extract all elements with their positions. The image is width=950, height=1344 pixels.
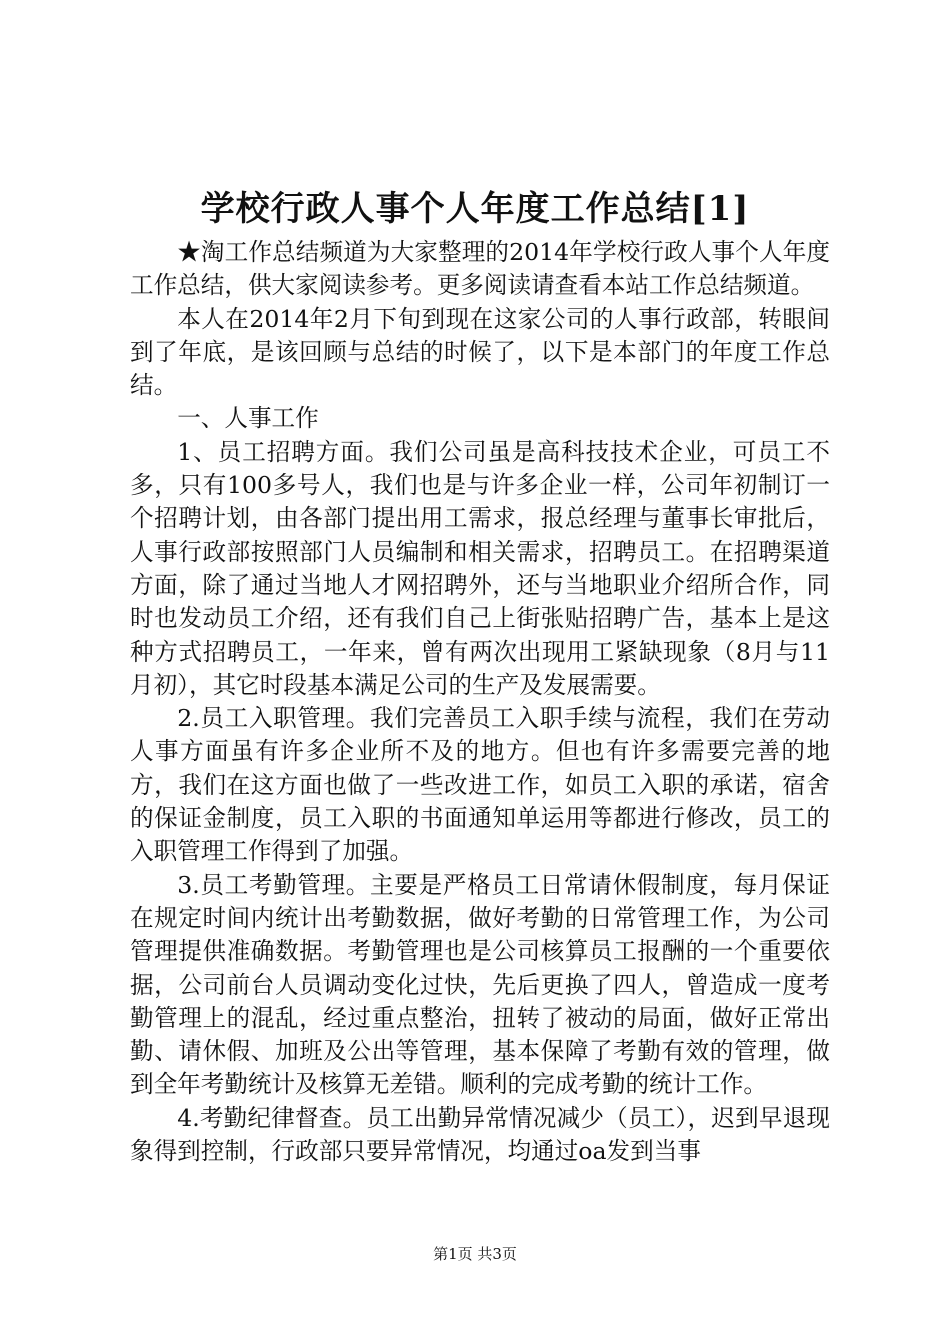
paragraph-intro: ★淘工作总结频道为大家整理的2014年学校行政人事个人年度工作总结，供大家阅读参考。更多阅读请查看本站工作总结频道。	[130, 238, 830, 300]
paragraph-onboarding: 2.员工入职管理。我们完善员工入职手续与流程，我们在劳动人事方面虽有许多企业所不及的地方。但也有许多需要完善的地方，我们在这方面也做了一些改进工作，如员工入职的承诺，宿舍的保证金制度，员工入职的书面通知单运用等都进行修改，员工的入职管理工作得到了加强。	[130, 704, 830, 866]
document-body	[130, 236, 830, 1168]
document-title: 学校行政人事个人年度工作总结[1]	[200, 189, 750, 229]
paragraph-opening: 本人在2014年2月下旬到现在这家公司的人事行政部，转眼间到了年底，是该回顾与总结的时候了，以下是本部门的年度工作总结。	[130, 304, 830, 400]
page-footer: 第1页 共3页	[433, 1245, 517, 1263]
paragraph-recruitment: 1、员工招聘方面。我们公司虽是高科技技术企业，可员工不多，只有100多号人，我们也是与许多企业一样，公司年初制订一个招聘计划，由各部门提出用工需求，报总经理与董事长审批后，人事行政部按照部门人员编制和相关需求，招聘员工。在招聘渠道方面，除了通过当地人才网招聘外，还与当地职业介绍所合作，同时也发动员工介绍，还有我们自己上街张贴招聘广告，基本上是这种方式招聘员工，一年来，曾有两次出现用工紧缺现象（8月与11月初），其它时段基本满足公司的生产及发展需要。	[130, 437, 830, 699]
paragraph-attendance: 3.员工考勤管理。主要是严格员工日常请休假制度，每月保证在规定时间内统计出考勤数据，做好考勤的日常管理工作，为公司管理提供准确数据。考勤管理也是公司核算员工报酬的一个重要依据，公司前台人员调动变化过快，先后更换了四人，曾造成一度考勤管理上的混乱，经过重点整治，扭转了被动的局面，做好正常出勤、请休假、加班及公出等管理，基本保障了考勤有效的管理，做到全年考勤统计及核算无差错。顺利的完成考勤的统计工作。	[130, 870, 830, 1099]
paragraph-discipline: 4.考勤纪律督查。员工出勤异常情况减少（员工），迟到早退现象得到控制，行政部只要异常情况，均通过oa发到当事	[130, 1103, 830, 1166]
section-heading-personnel: 一、人事工作	[177, 404, 319, 433]
